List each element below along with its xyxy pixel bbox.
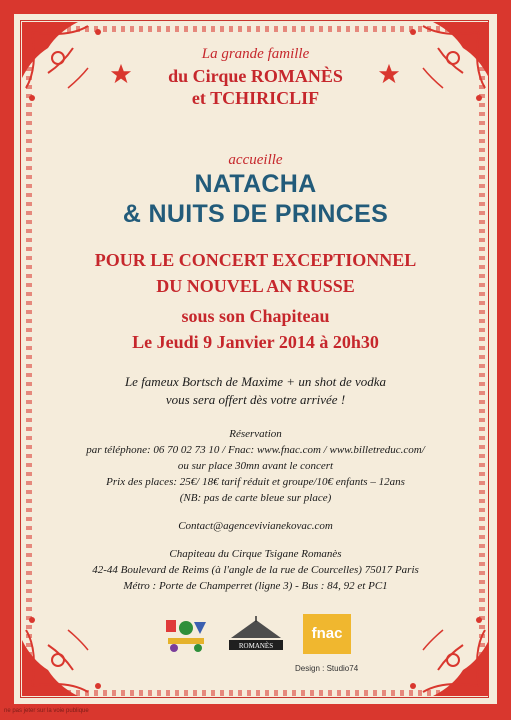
reservation-note: (NB: pas de carte bleue sur place): [179, 492, 332, 504]
design-credit: Design : Studio74: [295, 664, 359, 673]
header-line-3: et TCHIRICLIF: [191, 88, 320, 108]
tchiriclif-logo-icon: [160, 614, 212, 654]
headline-line-2: & NUITS DE PRINCES: [122, 200, 389, 228]
event-line-3: sous son Chapiteau: [181, 306, 330, 326]
reservation-prices: Prix des places: 25€/ 18€ tarif réduit et groupe/10€ enfants – 12ans: [106, 476, 405, 488]
romanes-logo-icon: [225, 614, 287, 654]
venue-metro: Métro : Porte de Champerret (ligne 3) - Bus : 84, 92 et PC1: [123, 580, 388, 592]
offer-line-1: Le fameux Bortsch de Maxime + un shot de vodka: [124, 374, 387, 389]
event-date: Le Jeudi 9 Janvier 2014 à 20h30: [132, 332, 379, 352]
header-line-2: du Cirque ROMANÈS: [168, 66, 343, 86]
fnac-logo: [303, 614, 351, 654]
corner-ornament-icon: [373, 580, 493, 700]
footnote: ne pas jeter sur la voie publique: [4, 708, 89, 714]
venue-name: Chapiteau du Cirque Tsigane Romanès: [169, 548, 342, 560]
corner-ornament-icon: [18, 580, 138, 700]
fnac-logo-text: fnac: [311, 625, 343, 642]
offer-line-2: vous sera offert dès votre arrivée !: [165, 392, 346, 407]
headline-line-1: NATACHA: [194, 170, 317, 198]
header-line-1: La grande famille: [201, 46, 310, 62]
contact-email: Contact@agencevivianekovac.com: [178, 520, 333, 532]
event-line-1: POUR LE CONCERT EXCEPTIONNEL: [94, 250, 417, 270]
accueille-text: accueille: [228, 152, 283, 168]
svg-text:ROMANÈS: ROMANÈS: [238, 642, 274, 650]
venue-address: 42-44 Boulevard de Reims (à l'angle de la rue de Courcelles) 75017 Paris: [92, 564, 419, 576]
event-line-2: DU NOUVEL AN RUSSE: [156, 276, 355, 296]
reservation-title: Réservation: [229, 428, 282, 440]
reservation-line-2: ou sur place 30mn avant le concert: [177, 460, 334, 472]
reservation-line-1: par téléphone: 06 70 02 73 10 / Fnac: www.fnac.com / www.billetreduc.com/: [86, 444, 425, 456]
